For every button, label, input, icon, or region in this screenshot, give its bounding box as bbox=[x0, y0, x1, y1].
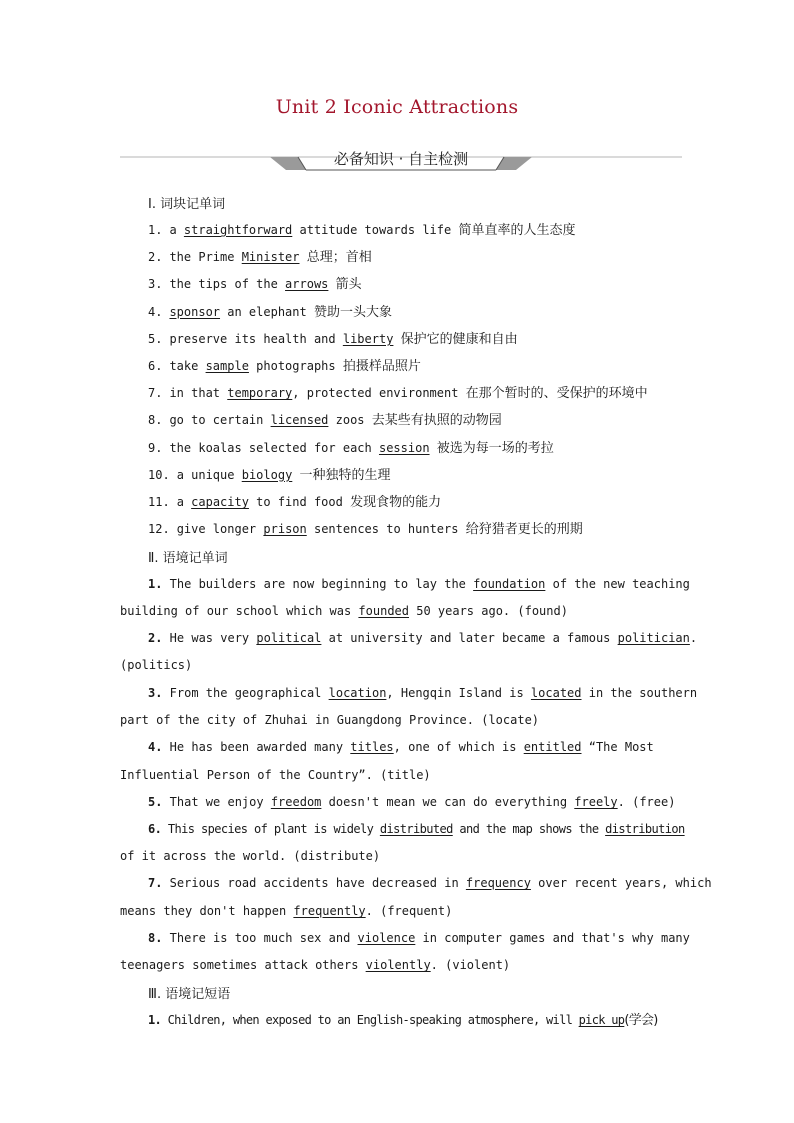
answer-location: location bbox=[328, 686, 387, 700]
vocab-translation: 箭头 bbox=[335, 277, 362, 293]
vocab-number: 4. bbox=[148, 304, 163, 319]
answer-freedom: freedom bbox=[270, 795, 322, 809]
vocab-number: 8. bbox=[148, 413, 163, 428]
vocab-number: 12. bbox=[148, 522, 170, 537]
vocab-item bbox=[148, 276, 362, 293]
vocab-number: 3. bbox=[148, 277, 163, 292]
answer-entitled: entitled bbox=[523, 740, 582, 754]
vocab-answer: arrows bbox=[285, 277, 329, 292]
sentence-7-line-1: 7. Serious road accidents have decreased in frequency over recent years, which bbox=[148, 876, 712, 890]
vocab-number: 2. bbox=[148, 250, 163, 265]
vocab-phrase-pre: the Prime bbox=[169, 250, 242, 265]
vocab-item bbox=[148, 304, 392, 321]
sentence-7-line-2: means they don't happen frequently. (frequent) bbox=[120, 904, 453, 918]
page-title: Unit 2 Iconic Attractions bbox=[275, 96, 519, 118]
sentence-4-line-2: Influential Person of the Country”. (title) bbox=[120, 768, 431, 782]
vocab-phrase-post: to find food bbox=[248, 495, 351, 509]
vocab-item bbox=[148, 521, 583, 538]
vocab-answer: temporary bbox=[227, 386, 293, 401]
vocab-number: 10. bbox=[148, 467, 170, 482]
vocab-phrase-pre: the tips of the bbox=[169, 277, 286, 292]
answer-located: located bbox=[530, 686, 582, 700]
vocab-item bbox=[148, 358, 421, 375]
vocab-answer: session bbox=[378, 440, 430, 455]
vocab-answer: Minister bbox=[241, 250, 300, 265]
vocab-phrase-post: zoos bbox=[328, 413, 372, 428]
vocab-answer: prison bbox=[263, 522, 307, 537]
vocab-translation: 去某些有执照的动物园 bbox=[371, 413, 502, 429]
vocab-translation: 在那个暂时的、受保护的环境中 bbox=[465, 386, 648, 402]
sentence-4-line-1: 4. He has been awarded many titles, one of which is entitled “The Most bbox=[148, 740, 654, 754]
vocab-item bbox=[148, 440, 554, 457]
vocab-phrase-post bbox=[328, 277, 335, 291]
vocab-number: 5. bbox=[148, 331, 163, 346]
sentence-2-line-1: 2. He was very political at university and later became a famous politician. bbox=[148, 631, 698, 645]
vocab-item bbox=[148, 385, 648, 402]
section2-heading: Ⅱ. 语境记单词 bbox=[148, 551, 228, 566]
sentence-5-line-1: 5. That we enjoy freedom doesn't mean we can do everything freely. (free) bbox=[148, 795, 676, 809]
vocab-answer: sponsor bbox=[169, 304, 221, 319]
vocab-phrase-pre: a unique bbox=[176, 467, 242, 482]
vocab-item bbox=[148, 494, 441, 511]
vocab-translation: 赞助一头大象 bbox=[313, 304, 392, 320]
vocab-translation: 被选为每一场的考拉 bbox=[436, 440, 554, 456]
sentence-6-line-2: of it across the world. (distribute) bbox=[120, 849, 381, 863]
vocab-phrase-post bbox=[393, 332, 400, 346]
sentence-1-line-1: 1. The builders are now beginning to lay the foundation of the new teaching bbox=[148, 577, 690, 591]
vocab-item bbox=[148, 249, 372, 266]
vocab-item bbox=[148, 331, 518, 348]
vocab-number: 7. bbox=[148, 386, 163, 401]
vocab-phrase-post: an elephant bbox=[220, 304, 314, 319]
answer-pick-up: pick up bbox=[578, 1013, 625, 1027]
vocab-phrase-post: attitude towards life bbox=[292, 223, 459, 237]
vocab-answer: liberty bbox=[342, 331, 394, 346]
vocab-phrase-pre: give longer bbox=[176, 522, 264, 537]
sentence-1-line-2: building of our school which was founded 50 years ago. (found) bbox=[120, 604, 568, 618]
answer-distributed: distributed bbox=[379, 822, 453, 836]
answer-founded: founded bbox=[358, 604, 409, 618]
vocab-phrase-pre: preserve its health and bbox=[169, 331, 343, 346]
section1-heading: Ⅰ. 词块记单词 bbox=[148, 197, 226, 212]
answer-distribution: distribution bbox=[605, 822, 685, 836]
vocab-phrase-post: , protected environment bbox=[292, 386, 466, 401]
section-banner bbox=[120, 146, 682, 172]
vocab-answer: capacity bbox=[191, 495, 249, 509]
vocab-translation: 保护它的健康和自由 bbox=[400, 331, 518, 347]
banner-label: 必备知识 · 自主检测 bbox=[333, 150, 469, 168]
vocab-phrase-pre: a bbox=[176, 495, 192, 509]
vocab-phrase-post: photographs bbox=[248, 359, 343, 373]
answer-violence: violence bbox=[357, 931, 416, 945]
answer-violently: violently bbox=[365, 958, 431, 972]
answer-frequently: frequently bbox=[293, 904, 366, 918]
answer-frequency: frequency bbox=[465, 876, 531, 890]
vocab-phrase-pre: a bbox=[169, 223, 184, 237]
vocab-number: 1. bbox=[148, 223, 163, 237]
sentence-6-line-1: 6. This species of plant is widely distributed and the map shows the distribution bbox=[148, 822, 685, 836]
vocab-answer: licensed bbox=[270, 413, 329, 428]
vocab-translation: 总理；首相 bbox=[306, 250, 372, 266]
phrase-1-line-1: 1. Children, when exposed to an English-speaking atmosphere, will pick up(学会) bbox=[148, 1013, 658, 1028]
answer-foundation: foundation bbox=[473, 577, 546, 591]
vocab-item bbox=[148, 467, 391, 484]
sentence-2-line-2: (politics) bbox=[120, 658, 193, 672]
section3-heading: Ⅲ. 语境记短语 bbox=[148, 987, 231, 1002]
answer-titles: titles bbox=[350, 740, 394, 754]
vocab-translation: 给狩猎者更长的刑期 bbox=[465, 522, 583, 538]
vocab-phrase-post bbox=[300, 250, 307, 264]
vocab-phrase-pre: go to certain bbox=[169, 413, 271, 428]
sentence-8-line-1: 8. There is too much sex and violence in computer games and that's why many bbox=[148, 931, 690, 945]
vocab-phrase-pre: take bbox=[169, 359, 206, 373]
vocab-answer: biology bbox=[241, 467, 293, 482]
vocab-phrase-post: sentences to hunters bbox=[306, 522, 466, 537]
vocab-number: 6. bbox=[148, 359, 163, 373]
answer-politician: politician bbox=[617, 631, 690, 645]
sentence-8-line-2: teenagers sometimes attack others violently. (violent) bbox=[120, 958, 511, 972]
sentence-3-line-2: part of the city of Zhuhai in Guangdong Province. (locate) bbox=[120, 713, 540, 727]
vocab-item bbox=[148, 412, 502, 429]
vocab-translation: 一种独特的生理 bbox=[299, 467, 391, 483]
vocab-translation: 拍摄样品照片 bbox=[342, 359, 421, 374]
vocab-translation: 简单直率的人生态度 bbox=[458, 223, 576, 238]
vocab-item bbox=[148, 222, 575, 239]
vocab-translation: 发现食物的能力 bbox=[350, 495, 442, 510]
sentence-3-line-1: 3. From the geographical location, Hengqin Island is located in the southern bbox=[148, 686, 698, 700]
answer-freely: freely bbox=[574, 795, 618, 809]
vocab-phrase-pre: in that bbox=[169, 386, 228, 401]
vocab-phrase-post bbox=[292, 468, 299, 482]
vocab-number: 9. bbox=[148, 440, 163, 455]
answer-political: political bbox=[256, 631, 322, 645]
vocab-answer: sample bbox=[205, 359, 249, 373]
vocab-number: 11. bbox=[148, 495, 170, 509]
vocab-answer: straightforward bbox=[183, 223, 293, 237]
vocab-phrase-pre: the koalas selected for each bbox=[169, 440, 379, 455]
vocab-phrase-post bbox=[430, 441, 437, 455]
